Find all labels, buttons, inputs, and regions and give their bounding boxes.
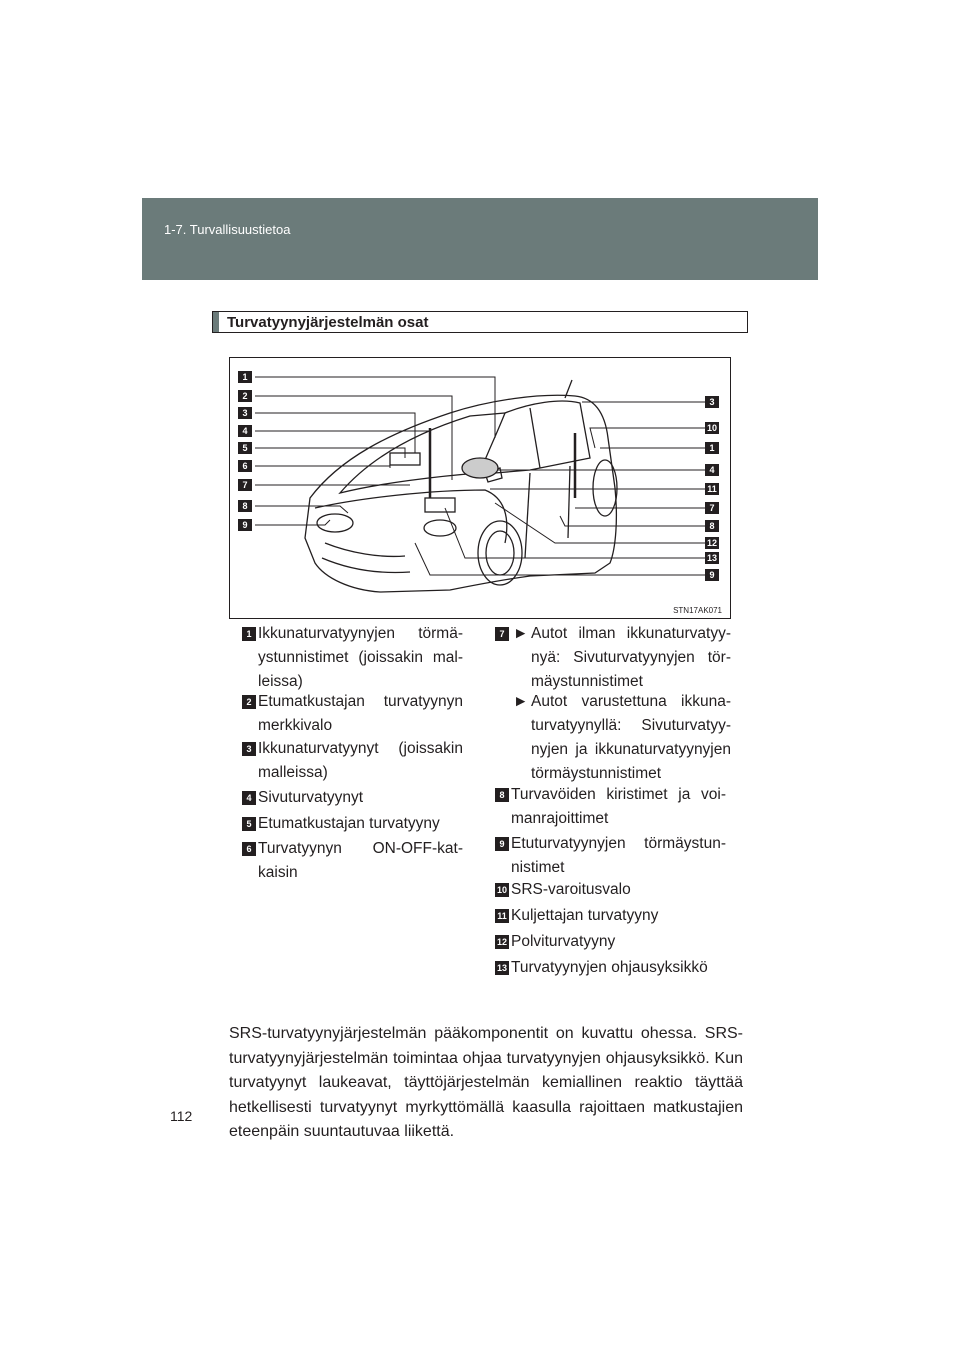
figure-code: STN17AK071 <box>673 606 722 615</box>
figure-label-right-13: 13 <box>706 553 717 563</box>
figure-label-left-6: 6 <box>238 460 252 472</box>
legend-text: SRS-varoitusvalo <box>511 881 631 898</box>
figure-label-right-9: 9 <box>705 569 719 581</box>
figure-label-left-9: 9 <box>238 519 252 531</box>
figure-label-left-7: 7 <box>238 479 252 491</box>
figure-label-right-8: 8 <box>705 520 719 532</box>
legend-subtext: Autot ilman ikkunaturvatyy-nyä: Sivuturvatyynyjen tör-mäystunnistimet <box>531 625 731 690</box>
figure-label-right-10: 10 <box>706 423 717 433</box>
legend-text: Turvatyynyjen ohjausyksikkö <box>511 959 708 976</box>
figure-label-right-12: 12 <box>706 538 717 548</box>
legend-text: Etumatkustajan turvatyyny <box>258 815 440 832</box>
triangle-bullet-icon: ► <box>513 693 529 710</box>
legend-number: 13 <box>496 963 507 973</box>
section-title: 1-7. Turvallisuustietoa <box>164 222 291 237</box>
airbag-system-illustration <box>229 357 731 619</box>
section-header-band <box>142 198 818 280</box>
figure-label-right-4: 4 <box>705 464 719 476</box>
legend-text: Turvavöiden kiristimet ja voi-manrajoittimet <box>511 786 726 827</box>
figure-label-left-4: 4 <box>238 425 252 437</box>
legend-number: 11 <box>495 909 509 923</box>
legend-number: 2 <box>242 695 256 709</box>
legend-number: 9 <box>495 837 509 851</box>
figure-label-right-1: 1 <box>705 442 719 454</box>
page-number: 112 <box>170 1108 193 1124</box>
heading-text: Turvatyynyjärjestelmän osat <box>227 314 429 331</box>
triangle-bullet-icon: ► <box>513 625 529 642</box>
legend-text: Sivuturvatyynyt <box>258 789 364 806</box>
legend-subtext: Autot varustettuna ikkuna-turvatyynyllä: Sivuturvatyy-nyjen ja ikkunaturvatyynyjen törmäystunnistimet <box>531 693 731 782</box>
figure-label-right-3: 3 <box>705 396 719 408</box>
section-heading <box>212 311 748 333</box>
legend-text: Ikkunaturvatyynyt (joissakin malleissa) <box>258 740 463 781</box>
legend-number: 8 <box>495 788 509 802</box>
legend-number: 1 <box>242 627 256 641</box>
legend-number: 4 <box>242 791 256 805</box>
figure-label-left-8: 8 <box>238 500 252 512</box>
heading-accent-bar <box>213 312 219 332</box>
figure-label-left-1: 1 <box>238 371 252 383</box>
legend-number: 12 <box>496 937 507 947</box>
figure-label-right-7: 7 <box>705 502 719 514</box>
legend-text: Etuturvatyynyjen törmäystun-nistimet <box>511 835 726 876</box>
legend-number: 5 <box>242 817 256 831</box>
legend-number: 6 <box>242 842 256 856</box>
legend-number: 10 <box>496 885 507 895</box>
legend-text: Turvatyynyn ON-OFF-kat-kaisin <box>258 840 463 881</box>
legend-text: Kuljettajan turvatyyny <box>511 907 659 924</box>
legend-text: Etumatkustajan turvatyynyn merkkivalo <box>258 693 463 734</box>
legend-number: 7 <box>495 627 509 641</box>
body-paragraph: SRS-turvatyynyjärjestelmän pääkomponentit on kuvattu ohessa. SRS-turvatyynyjärjestelmän toimintaa ohjaa turvatyynyjen ohjausyksikkö. Kun turvatyynyt laukeavat, täyttöjärjestelmän kemiallinen reaktio täyttää hetkellisesti turvatyynyt myrkyttömällä kaasulla rajoittaen matkustajien eteenpäin suuntautuvaa liikettä. <box>229 1025 743 1140</box>
figure-label-right-11: 11 <box>705 483 719 495</box>
legend-text: Ikkunaturvatyynyjen törmä-ystunnistimet (joissakin mal-leissa) <box>258 625 463 690</box>
figure-label-left-5: 5 <box>238 442 252 454</box>
car-drawing <box>230 358 730 618</box>
legend-text: Polviturvatyyny <box>511 933 616 950</box>
figure-label-left-3: 3 <box>238 407 252 419</box>
legend-number: 3 <box>242 742 256 756</box>
figure-label-left-2: 2 <box>238 390 252 402</box>
